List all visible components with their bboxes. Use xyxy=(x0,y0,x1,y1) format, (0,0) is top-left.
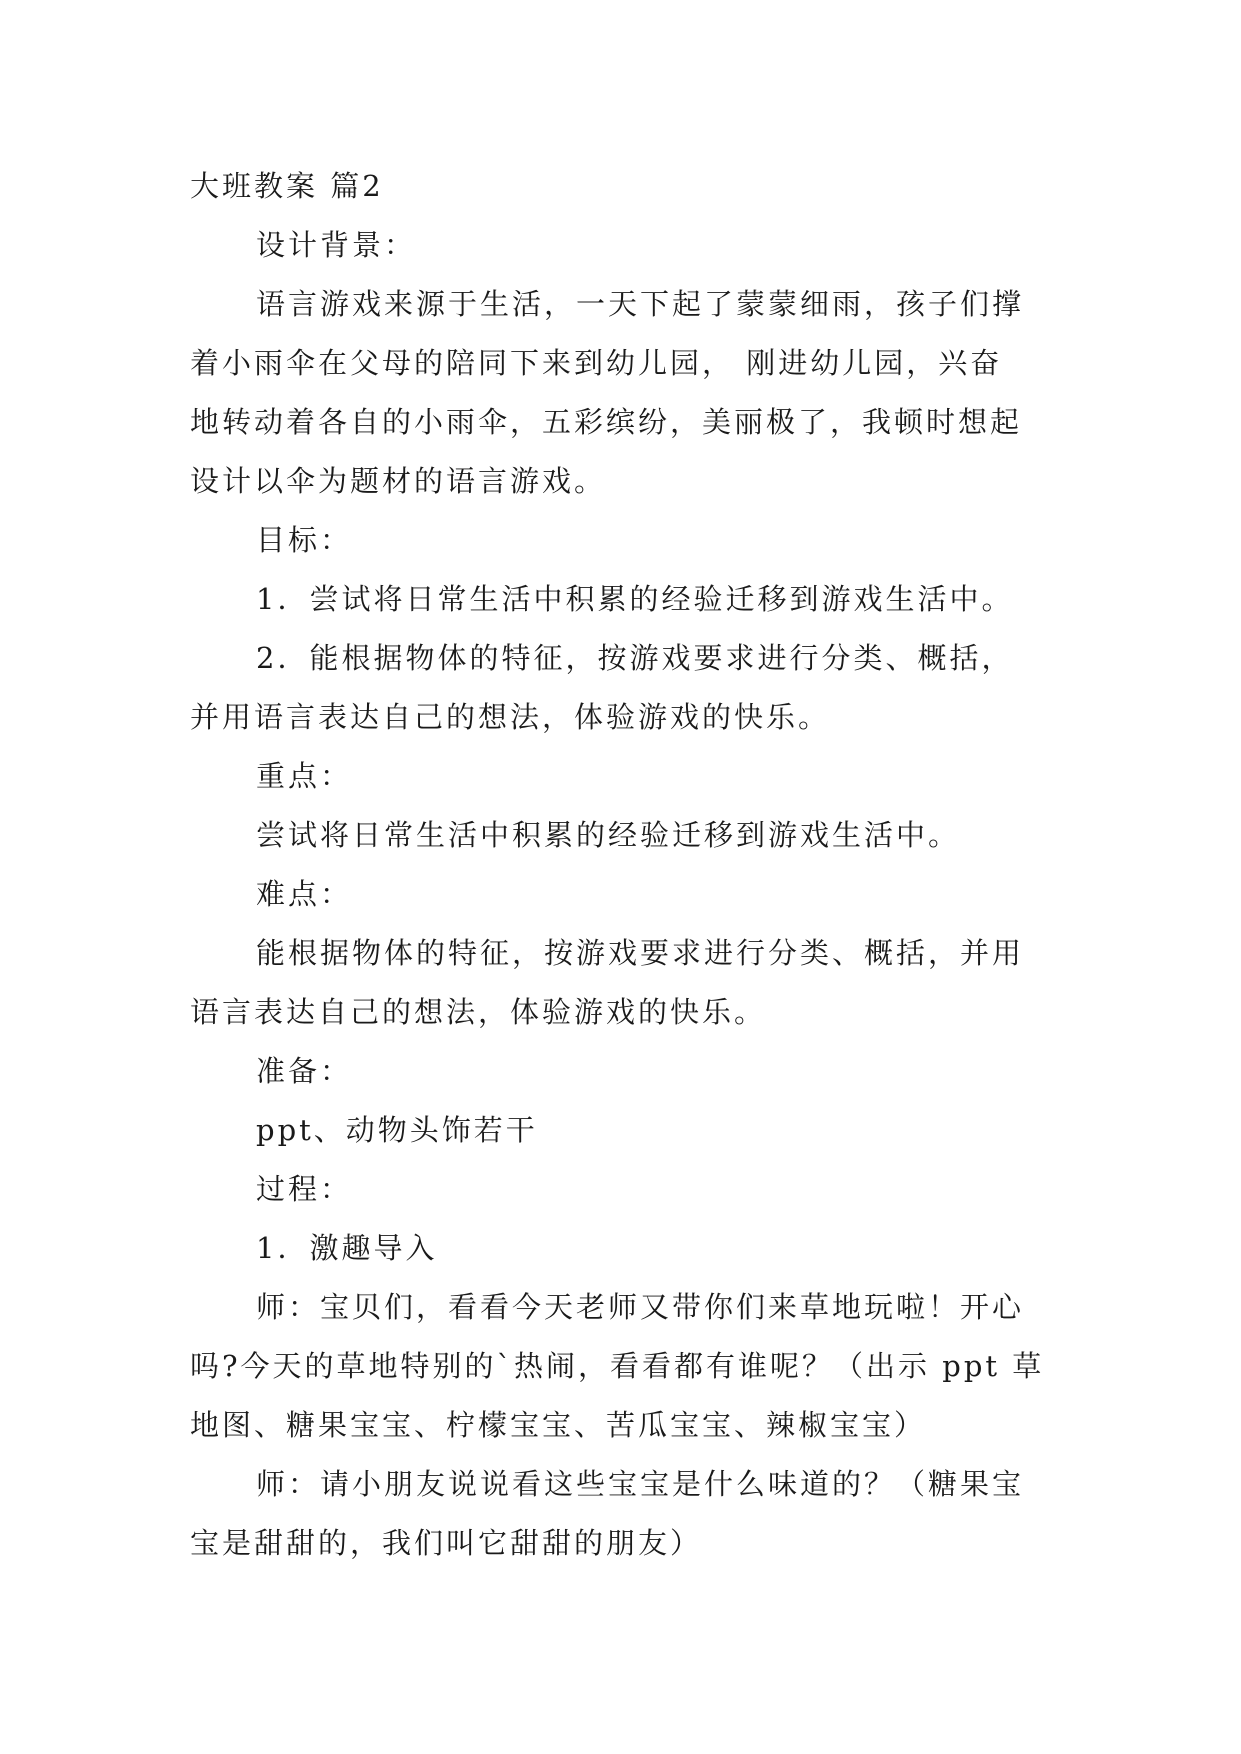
paragraph-line: ppt、动物头饰若干 xyxy=(256,1113,538,1147)
paragraph-line: 尝试将日常生活中积累的经验迁移到游戏生活中。 xyxy=(256,818,961,852)
document-title: 大班教案 篇2 xyxy=(190,169,384,203)
section-heading-goals: 目标： xyxy=(256,523,353,557)
section-heading-background: 设计背景： xyxy=(256,228,417,262)
list-item: 2．能根据物体的特征，按游戏要求进行分类、概括， xyxy=(256,641,1014,675)
paragraph-line: 吗?今天的草地特别的`热闹，看看都有谁呢？（出示 ppt 草 xyxy=(190,1349,1045,1383)
paragraph-line: 着小雨伞在父母的陪同下来到幼儿园， 刚进幼儿园，兴奋 xyxy=(190,346,1003,380)
list-item: 1．激趣导入 xyxy=(256,1231,438,1265)
paragraph-line: 语言游戏来源于生活，一天下起了蒙蒙细雨，孩子们撑 xyxy=(256,287,1025,321)
paragraph-line: 师：请小朋友说说看这些宝宝是什么味道的？（糖果宝 xyxy=(256,1467,1025,1501)
section-heading-preparation: 准备： xyxy=(256,1054,353,1088)
section-heading-difficulty: 难点： xyxy=(256,877,353,911)
paragraph-line: 能根据物体的特征，按游戏要求进行分类、概括，并用 xyxy=(256,936,1025,970)
paragraph-line: 地转动着各自的小雨伞，五彩缤纷，美丽极了，我顿时想起 xyxy=(190,405,1023,439)
paragraph-line: 设计以伞为题材的语言游戏。 xyxy=(190,464,607,498)
paragraph-line: 语言表达自己的想法，体验游戏的快乐。 xyxy=(190,995,767,1029)
paragraph-line: 宝是甜甜的，我们叫它甜甜的朋友） xyxy=(190,1526,703,1560)
paragraph-line: 地图、糖果宝宝、柠檬宝宝、苦瓜宝宝、辣椒宝宝） xyxy=(190,1408,927,1442)
section-heading-process: 过程： xyxy=(256,1172,353,1206)
list-item-continuation: 并用语言表达自己的想法，体验游戏的快乐。 xyxy=(190,700,831,734)
section-heading-focus: 重点： xyxy=(256,759,353,793)
paragraph-line: 师：宝贝们，看看今天老师又带你们来草地玩啦！开心 xyxy=(256,1290,1025,1324)
list-item: 1．尝试将日常生活中积累的经验迁移到游戏生活中。 xyxy=(256,582,1014,616)
